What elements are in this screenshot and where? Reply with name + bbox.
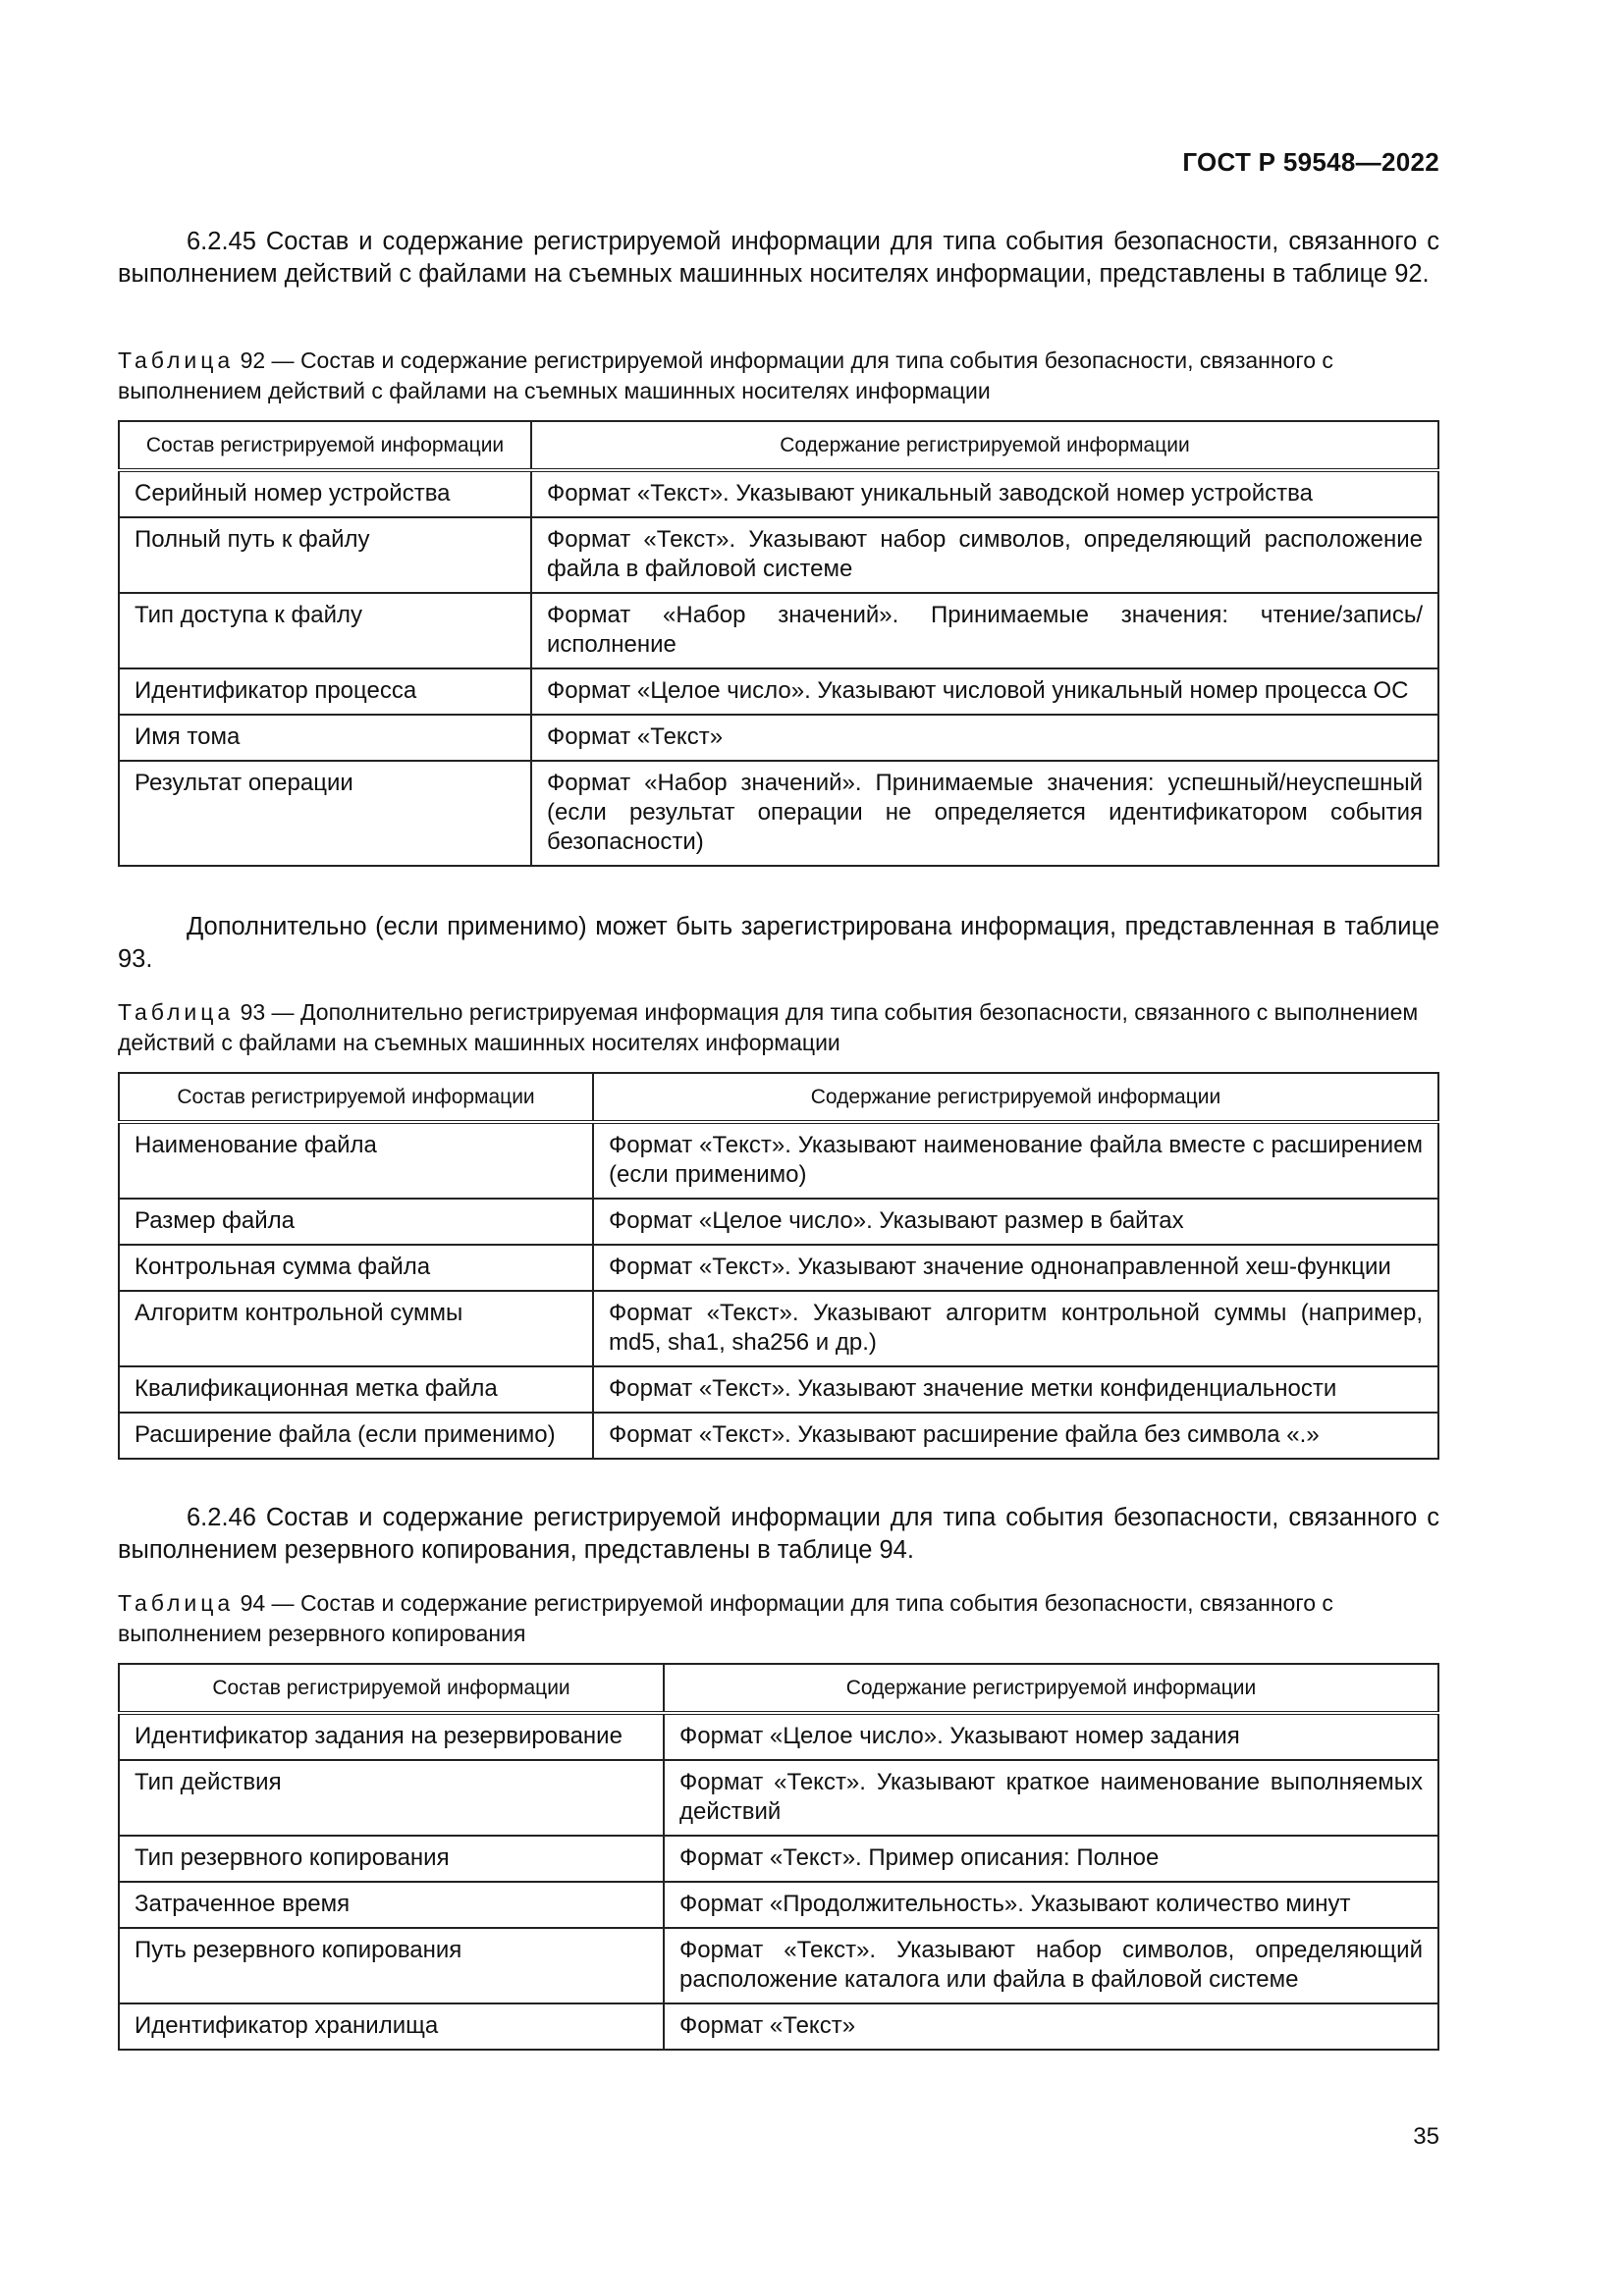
cell-content: Формат «Текст» bbox=[531, 715, 1438, 761]
cell-name: Наименование файла bbox=[119, 1122, 593, 1199]
cell-name: Алгоритм контрольной суммы bbox=[119, 1291, 593, 1366]
table-row bbox=[119, 470, 1438, 517]
cell-name: Результат операции bbox=[119, 761, 531, 866]
table-row bbox=[119, 2003, 1438, 2050]
cell-name: Имя тома bbox=[119, 715, 531, 761]
cell-content: Формат «Целое число». Указывают номер задания bbox=[664, 1713, 1438, 1760]
table-header-row bbox=[119, 1073, 1438, 1122]
column-header-content: Содержание регистрируемой информации bbox=[531, 421, 1438, 470]
cell-name: Тип резервного копирования bbox=[119, 1836, 664, 1882]
cell-name: Путь резервного копирования bbox=[119, 1928, 664, 2003]
table-94-caption bbox=[118, 1588, 1439, 1649]
table-94-caption-text: 94 — Состав и содержание регистрируемой информации для типа события безопасности, связанного с выполнением резервного копирования bbox=[118, 1590, 1333, 1646]
cell-content: Формат «Текст». Указывают наименование файла вместе с расширением (если применимо) bbox=[593, 1122, 1438, 1199]
table-row bbox=[119, 1245, 1438, 1291]
cell-content: Формат «Текст». Указывают значение однонаправленной хеш-функции bbox=[593, 1245, 1438, 1291]
cell-name: Расширение файла (если применимо) bbox=[119, 1413, 593, 1459]
paragraph-additional: Дополнительно (если применимо) может быть зарегистрирована информация, представленная в таблице 93. bbox=[118, 913, 1439, 973]
cell-content: Формат «Набор значений». Принимаемые значения: чтение/запись/исполнение bbox=[531, 593, 1438, 668]
cell-name: Размер файла bbox=[119, 1199, 593, 1245]
table-92-caption bbox=[118, 346, 1439, 406]
cell-content: Формат «Текст». Указывают уникальный заводской номер устройства bbox=[531, 470, 1438, 517]
table-header-row bbox=[119, 1664, 1438, 1713]
table-94-caption-label: Таблица bbox=[118, 1590, 235, 1616]
table-row bbox=[119, 517, 1438, 593]
column-header-composition: Состав регистрируемой информации bbox=[119, 1073, 593, 1122]
cell-name: Идентификатор задания на резервирование bbox=[119, 1713, 664, 1760]
table-94 bbox=[118, 1663, 1439, 2051]
table-row bbox=[119, 1122, 1438, 1199]
table-row bbox=[119, 668, 1438, 715]
cell-content: Формат «Текст». Указывают расширение файла без символа «.» bbox=[593, 1413, 1438, 1459]
cell-name: Серийный номер устройства bbox=[119, 470, 531, 517]
column-header-composition: Состав регистрируемой информации bbox=[119, 421, 531, 470]
cell-content: Формат «Текст». Указывают краткое наименование выполняемых действий bbox=[664, 1760, 1438, 1836]
table-93-caption bbox=[118, 997, 1439, 1058]
paragraph-6-2-45: 6.2.45 Состав и содержание регистрируемой информации для типа события безопасности, связанного с выполнением действий с файлами на съемных машинных носителях информации, представлены в таблице 92. bbox=[118, 228, 1439, 288]
cell-content: Формат «Целое число». Указывают числовой уникальный номер процесса ОС bbox=[531, 668, 1438, 715]
table-header-row bbox=[119, 421, 1438, 470]
table-row bbox=[119, 593, 1438, 668]
cell-content: Формат «Текст». Указывают набор символов, определяющий расположение каталога или файла в файловой системе bbox=[664, 1928, 1438, 2003]
cell-content: Формат «Целое число». Указывают размер в байтах bbox=[593, 1199, 1438, 1245]
cell-name: Затраченное время bbox=[119, 1882, 664, 1928]
paragraph-6-2-46: 6.2.46 Состав и содержание регистрируемой информации для типа события безопасности, связанного с выполнением резервного копирования, представлены в таблице 94. bbox=[118, 1504, 1439, 1564]
table-row bbox=[119, 715, 1438, 761]
table-row bbox=[119, 1760, 1438, 1836]
cell-content: Формат «Текст» bbox=[664, 2003, 1438, 2050]
table-row bbox=[119, 1413, 1438, 1459]
table-row bbox=[119, 1291, 1438, 1366]
column-header-content: Содержание регистрируемой информации bbox=[593, 1073, 1438, 1122]
table-93-caption-label: Таблица bbox=[118, 999, 235, 1025]
table-92-caption-text: 92 — Состав и содержание регистрируемой информации для типа события безопасности, связанного с выполнением действий с файлами на съемных машинных носителях информации bbox=[118, 347, 1333, 403]
table-92 bbox=[118, 420, 1439, 867]
cell-content: Формат «Текст». Указывают значение метки конфиденциальности bbox=[593, 1366, 1438, 1413]
document-code: ГОСТ Р 59548—2022 bbox=[1182, 147, 1439, 177]
cell-name: Идентификатор хранилища bbox=[119, 2003, 664, 2050]
table-row bbox=[119, 761, 1438, 866]
cell-name: Полный путь к файлу bbox=[119, 517, 531, 593]
table-93-caption-text: 93 — Дополнительно регистрируемая информация для типа события безопасности, связанного с выполнением действий с файлами на съемных машинных носителях информации bbox=[118, 999, 1419, 1055]
table-row bbox=[119, 1713, 1438, 1760]
cell-content: Формат «Текст». Указывают алгоритм контрольной суммы (например, md5, sha1, sha256 и др.) bbox=[593, 1291, 1438, 1366]
cell-name: Идентификатор процесса bbox=[119, 668, 531, 715]
column-header-content: Содержание регистрируемой информации bbox=[664, 1664, 1438, 1713]
table-92-caption-label: Таблица bbox=[118, 347, 235, 373]
table-row bbox=[119, 1836, 1438, 1882]
cell-name: Контрольная сумма файла bbox=[119, 1245, 593, 1291]
cell-content: Формат «Текст». Указывают набор символов, определяющий расположение файла в файловой системе bbox=[531, 517, 1438, 593]
cell-content: Формат «Набор значений». Принимаемые значения: успешный/неуспешный (если результат операции не определяется идентификатором события безопасности) bbox=[531, 761, 1438, 866]
table-row bbox=[119, 1928, 1438, 2003]
cell-name: Тип доступа к файлу bbox=[119, 593, 531, 668]
page-number: 35 bbox=[1413, 2123, 1439, 2150]
cell-content: Формат «Продолжительность». Указывают количество минут bbox=[664, 1882, 1438, 1928]
column-header-composition: Состав регистрируемой информации bbox=[119, 1664, 664, 1713]
cell-name: Квалификационная метка файла bbox=[119, 1366, 593, 1413]
table-row bbox=[119, 1366, 1438, 1413]
table-row bbox=[119, 1199, 1438, 1245]
cell-content: Формат «Текст». Пример описания: Полное bbox=[664, 1836, 1438, 1882]
table-93 bbox=[118, 1072, 1439, 1460]
table-row bbox=[119, 1882, 1438, 1928]
cell-name: Тип действия bbox=[119, 1760, 664, 1836]
